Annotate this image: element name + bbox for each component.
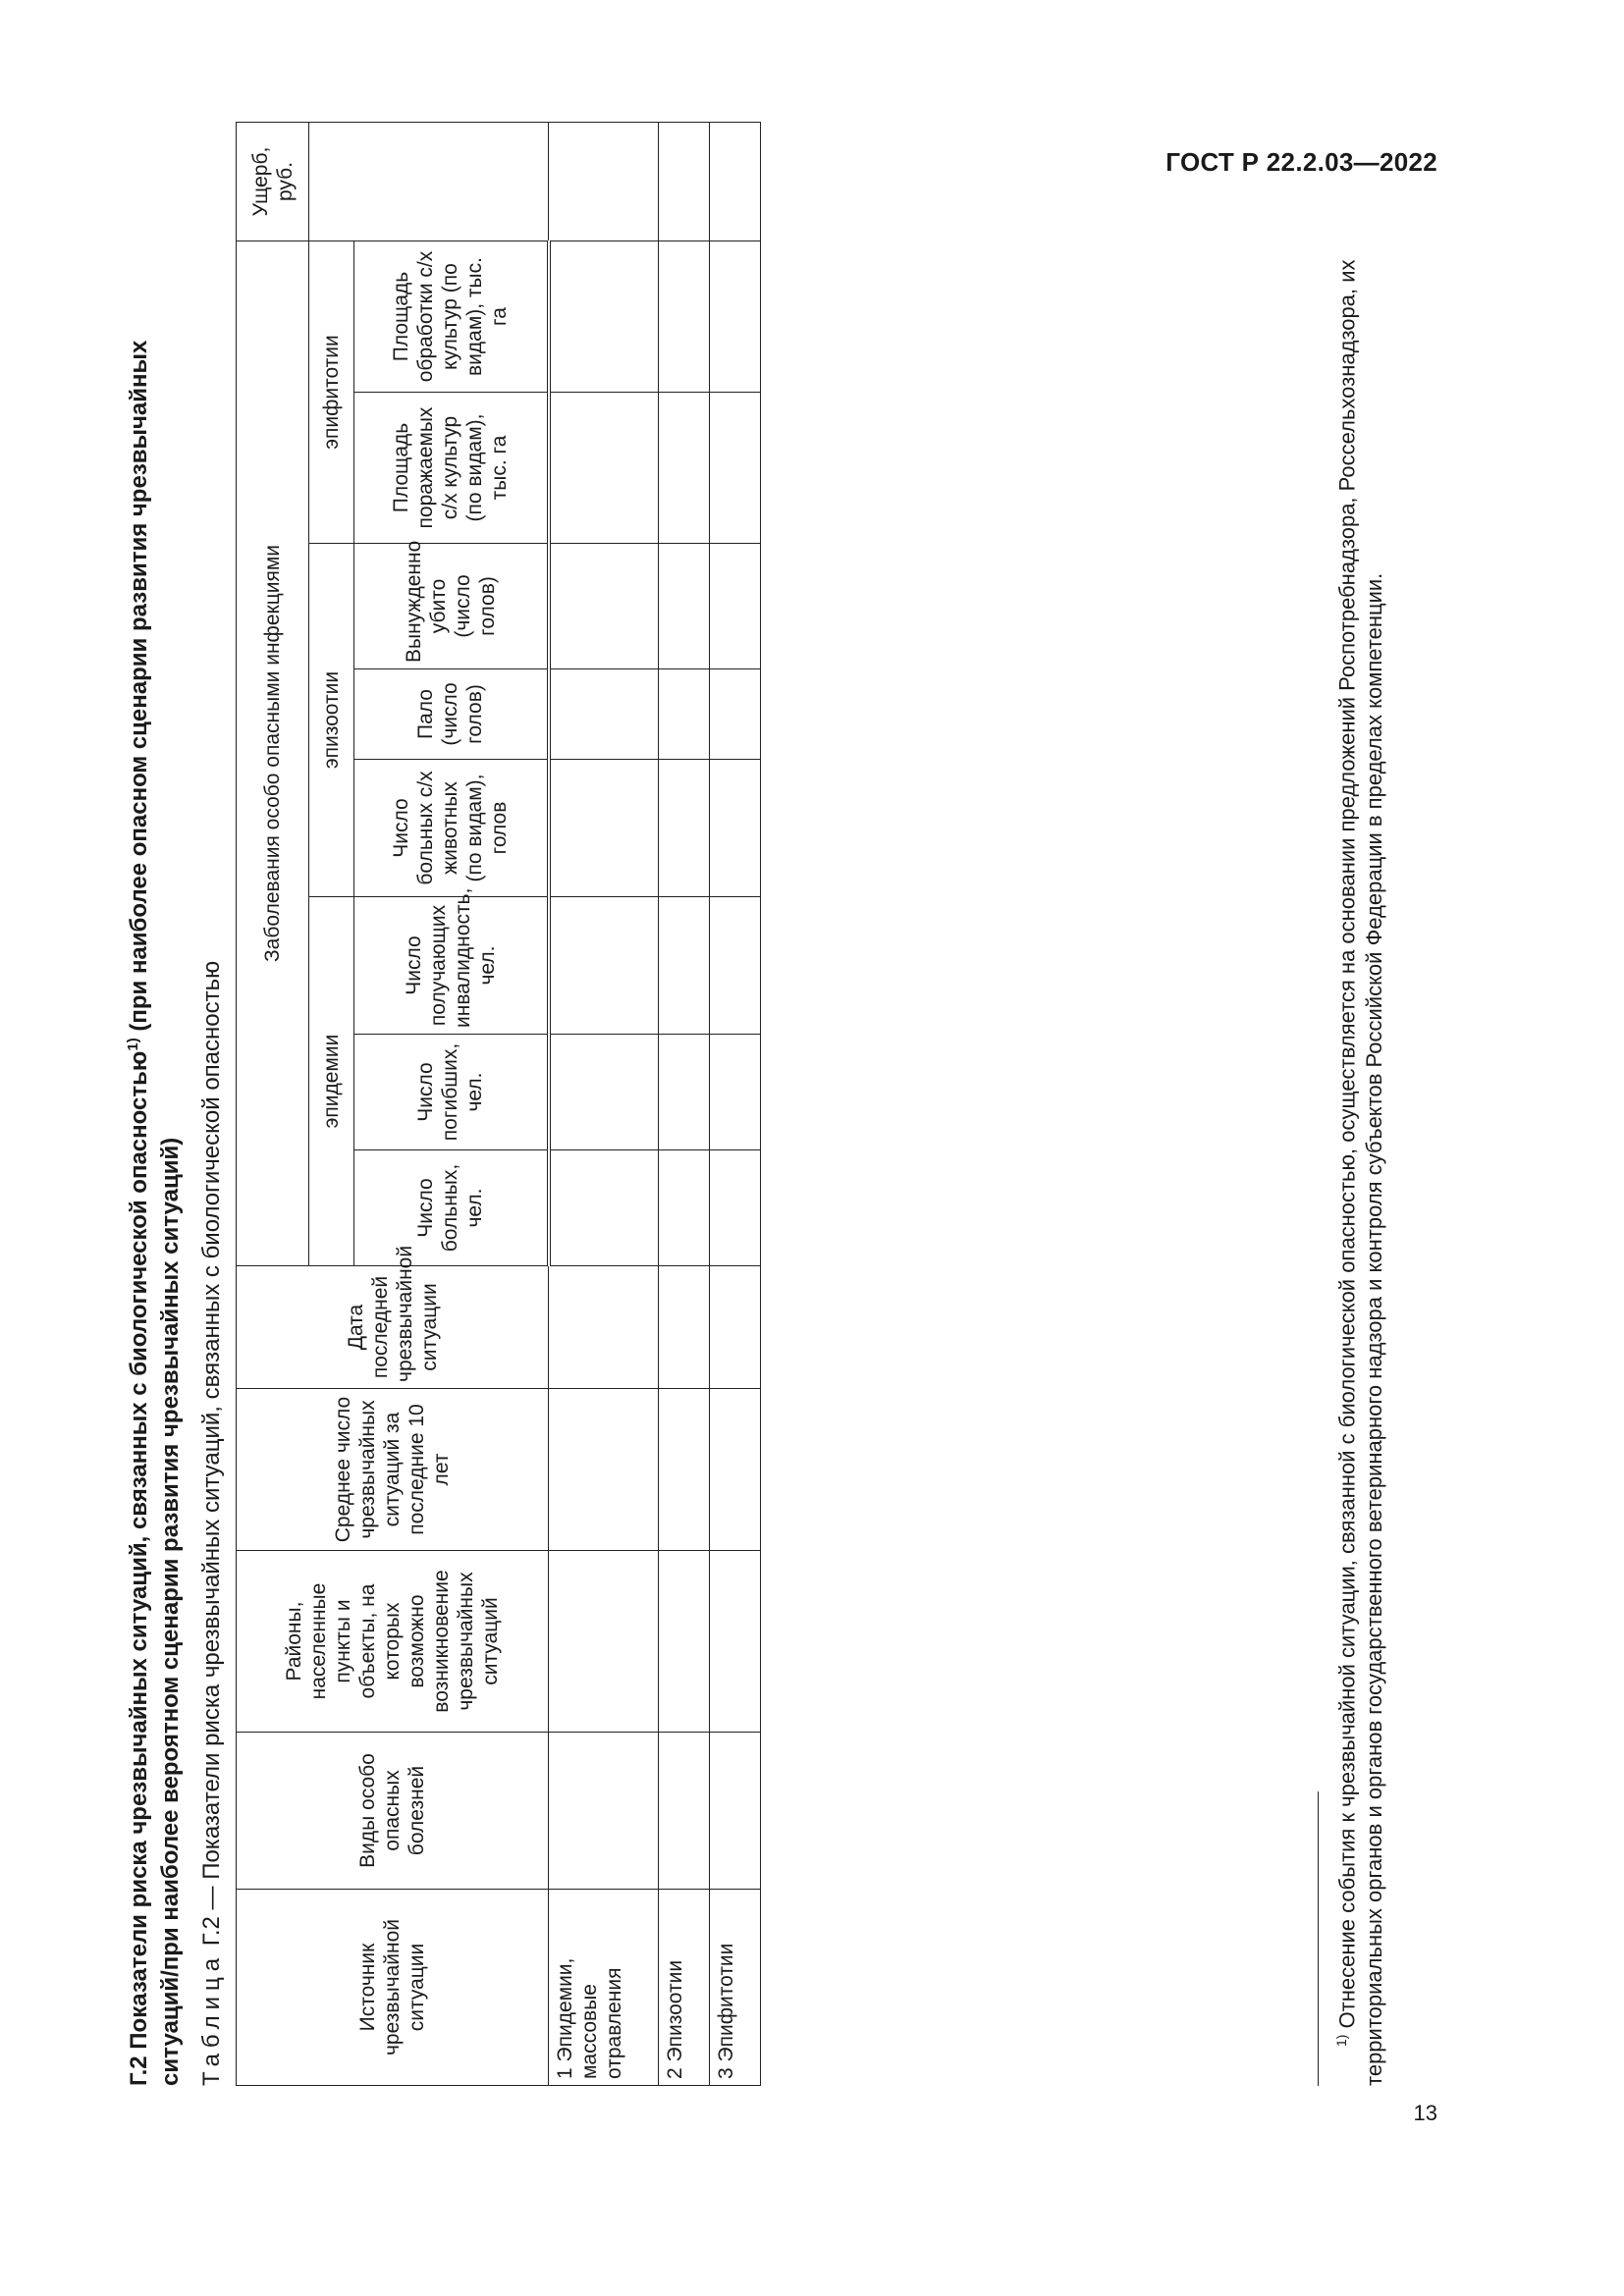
section-heading [118, 221, 187, 2086]
table-cell [710, 393, 761, 544]
table-cell [659, 1150, 710, 1266]
table-cell [549, 393, 659, 544]
header-epiphytotics: эпифитотии [309, 240, 354, 543]
table-cell [659, 393, 710, 544]
table-cell [710, 1150, 761, 1266]
table-cell [659, 1551, 710, 1733]
header-disabled-people: Число получающих инвалидность, чел. [354, 897, 549, 1035]
table-cell [710, 1266, 761, 1389]
footnote [1327, 221, 1388, 2086]
header-affected-crops: Площадь поражаемых с/х культур (по видам), тыс. га [354, 393, 549, 544]
table-cell [659, 669, 710, 760]
header-last-date: Дата последней чрезвычайной ситуации [237, 1266, 549, 1389]
table-cell [549, 1266, 659, 1389]
table-cell [549, 669, 659, 760]
header-epizootics: эпизоотии [309, 544, 354, 897]
table-cell [549, 122, 659, 240]
table-cell [710, 240, 761, 392]
table-cell [710, 1389, 761, 1551]
table-cell [549, 897, 659, 1035]
table-cell [710, 669, 761, 760]
row-source: 3 Эпифитотии [710, 1890, 761, 2086]
table-cell [710, 122, 761, 240]
footnote-text: Отнесение события к чрезвычайной ситуации, связанной с биологической опасностью, осуществляется на основании предложений Роспотребнадзора, Россельхознадзора, их территориальных органов и органов государственного ветеринарного надзора и контроля субъектов Российской Федерации в пределах компетенции. [1334, 259, 1387, 2086]
risk-indicators-table [236, 122, 761, 2086]
page-number: 13 [1413, 2101, 1437, 2125]
table-cell [659, 1035, 710, 1150]
table-caption-label: Таблица [198, 1951, 225, 2086]
table-cell [710, 1733, 761, 1890]
title-footnote-mark[interactable]: 1) [125, 1038, 141, 1051]
table-cell [710, 1551, 761, 1733]
header-sick-animals: Число больных с/х животных (по видам), голов [354, 760, 549, 897]
table-cell [549, 1150, 659, 1266]
table-row [549, 122, 659, 2085]
row-source: 1 Эпидемии, массовые отравления [549, 1890, 659, 2086]
footnote-divider [1318, 1791, 1319, 2086]
footnote-mark: 1) [1333, 2034, 1349, 2047]
table-cell [659, 544, 710, 669]
table-cell [659, 897, 710, 1035]
header-sick-people: Число больных, чел. [354, 1150, 549, 1266]
table-cell [710, 760, 761, 897]
header-disease-types: Виды особо опасных болезней [237, 1733, 549, 1890]
header-epidemics: эпидемии [309, 897, 354, 1266]
table-cell [659, 1266, 710, 1389]
table-row [710, 122, 761, 2085]
table-cell [549, 1035, 659, 1150]
header-damage-value [309, 122, 549, 240]
table-cell [710, 897, 761, 1035]
header-diseases-group: Заболевания особо опасными инфекциями [237, 240, 309, 1265]
header-areas: Районы, населенные пункты и объекты, на которых возможно возникновение чрезвычайных ситуаций [237, 1551, 549, 1733]
row-source: 2 Эпизоотии [659, 1890, 710, 2086]
section-title-text-continued: (при наиболее опасном сценарии развития чрезвычайных ситуаций/при наиболее вероятном сценарии развития чрезвычайных ситуаций) [126, 340, 184, 2086]
table-cell [659, 240, 710, 392]
header-source: Источник чрезвычайной ситуации [237, 1890, 549, 2086]
table-cell [549, 1389, 659, 1551]
table-row [659, 122, 710, 2085]
table-cell [659, 1733, 710, 1890]
header-average-count: Среднее число чрезвычайных ситуаций за последние 10 лет [237, 1389, 549, 1551]
header-culled-animals: Вынужденно убито (число голов) [354, 544, 549, 669]
table-cell [710, 544, 761, 669]
header-treated-crops: Площадь обработки с/х культур (по видам), тыс. га [354, 240, 549, 392]
table-cell [659, 122, 710, 240]
document-code: ГОСТ Р 22.2.03—2022 [1165, 147, 1437, 177]
section-title-text: Г.2 Показатели риска чрезвычайных ситуаций, связанных с биологической опасностью [126, 1050, 152, 2086]
table-cell [549, 760, 659, 897]
table-cell [659, 1389, 710, 1551]
table-cell [549, 240, 659, 392]
table-cell [549, 544, 659, 669]
table-cell [549, 1733, 659, 1890]
header-damage: Ущерб, руб. [237, 122, 309, 240]
header-dead-people: Число погибших, чел. [354, 1035, 549, 1150]
table-cell [710, 1035, 761, 1150]
table-cell [659, 760, 710, 897]
table-cell [549, 1551, 659, 1733]
table-caption [196, 221, 228, 2086]
header-dead-animals: Пало (число голов) [354, 669, 549, 760]
table-caption-text: Г.2 — Показатели риска чрезвычайных ситуаций, связанных с биологической опасностью [198, 960, 225, 1952]
